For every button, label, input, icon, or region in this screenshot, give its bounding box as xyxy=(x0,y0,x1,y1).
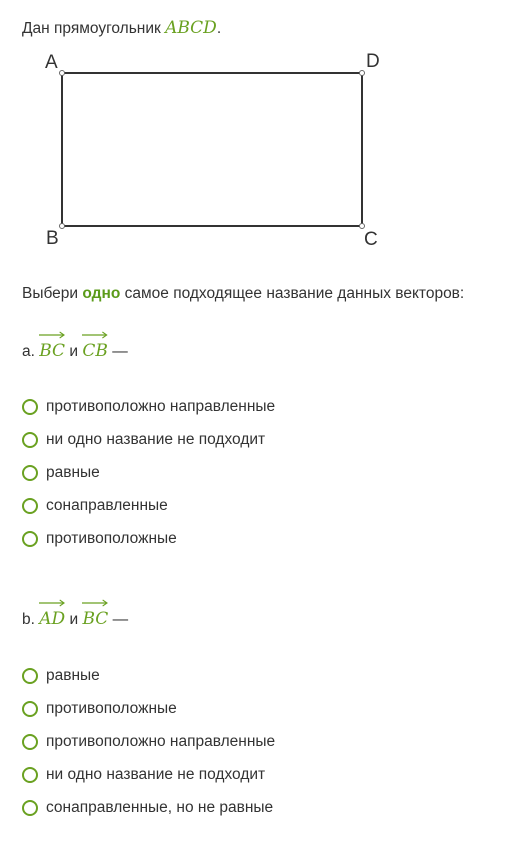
question-b-option-3[interactable] xyxy=(22,731,275,753)
vector-arrow-icon xyxy=(82,331,108,339)
instruction-line xyxy=(22,285,464,303)
vertex-d-label: D xyxy=(366,51,380,72)
vertex-b-label: B xyxy=(46,228,59,249)
question-b-heading xyxy=(22,605,128,629)
radio-button[interactable] xyxy=(22,668,38,684)
intro-text: Дан прямоугольник xyxy=(22,20,166,37)
instruction-after: самое подходящее название данных векторов: xyxy=(120,285,465,302)
radio-button[interactable] xyxy=(22,432,38,448)
option-label: сонаправленные xyxy=(46,497,168,514)
intro-end: . xyxy=(216,20,222,37)
question-a-option-5[interactable] xyxy=(22,528,177,550)
option-label: противоположно направленные xyxy=(46,733,276,750)
vector-arrow-icon xyxy=(82,599,108,607)
rectangle-name: ABCD xyxy=(165,18,217,38)
option-label: сонаправленные, но не равные xyxy=(46,799,274,816)
vertex-a-point xyxy=(60,71,65,76)
instruction-before: Выбери xyxy=(22,285,83,302)
radio-button[interactable] xyxy=(22,465,38,481)
question-a-prefix: a. xyxy=(22,343,35,360)
question-a-heading xyxy=(22,337,128,361)
rectangle-shape xyxy=(62,73,362,226)
instruction-highlight: одно xyxy=(82,285,121,302)
question-a-option-2[interactable] xyxy=(22,429,265,451)
question-a-vector-1: BC xyxy=(39,337,65,361)
vector-arrow-icon xyxy=(39,331,65,339)
option-label: противоположные xyxy=(46,700,177,717)
option-label: противоположные xyxy=(46,530,177,547)
question-b-dash: — xyxy=(112,611,129,628)
radio-button[interactable] xyxy=(22,734,38,750)
question-a-option-3[interactable] xyxy=(22,462,100,484)
question-a-vector-2: CB xyxy=(82,337,108,361)
option-label: равные xyxy=(46,667,100,684)
question-b-vector-2: BC xyxy=(82,605,108,629)
question-a-dash: — xyxy=(112,343,128,360)
vector-arrow-icon xyxy=(39,599,65,607)
radio-button[interactable] xyxy=(22,531,38,547)
radio-button[interactable] xyxy=(22,498,38,514)
question-a-option-4[interactable] xyxy=(22,495,168,517)
rectangle-figure xyxy=(40,48,390,253)
question-a-conj: и xyxy=(69,343,79,360)
vertex-a-label: A xyxy=(45,52,58,73)
radio-button[interactable] xyxy=(22,701,38,717)
question-b-option-2[interactable] xyxy=(22,698,177,720)
question-b-conj: и xyxy=(69,611,79,628)
question-b-option-5[interactable] xyxy=(22,797,273,819)
question-b-vector-1: AD xyxy=(39,605,65,629)
vertex-c-label: C xyxy=(364,229,378,250)
question-a-option-1[interactable] xyxy=(22,396,275,418)
intro-line xyxy=(22,18,221,38)
radio-button[interactable] xyxy=(22,767,38,783)
option-label: ни одно название не подходит xyxy=(46,431,266,448)
question-b-option-1[interactable] xyxy=(22,665,100,687)
option-label: ни одно название не подходит xyxy=(46,766,266,783)
question-b-prefix: b. xyxy=(22,611,35,628)
vertex-b-point xyxy=(60,224,65,229)
radio-button[interactable] xyxy=(22,800,38,816)
radio-button[interactable] xyxy=(22,399,38,415)
option-label: противоположно направленные xyxy=(46,398,276,415)
vertex-d-point xyxy=(360,71,365,76)
option-label: равные xyxy=(46,464,100,481)
vertex-c-point xyxy=(360,224,365,229)
question-b-option-4[interactable] xyxy=(22,764,265,786)
